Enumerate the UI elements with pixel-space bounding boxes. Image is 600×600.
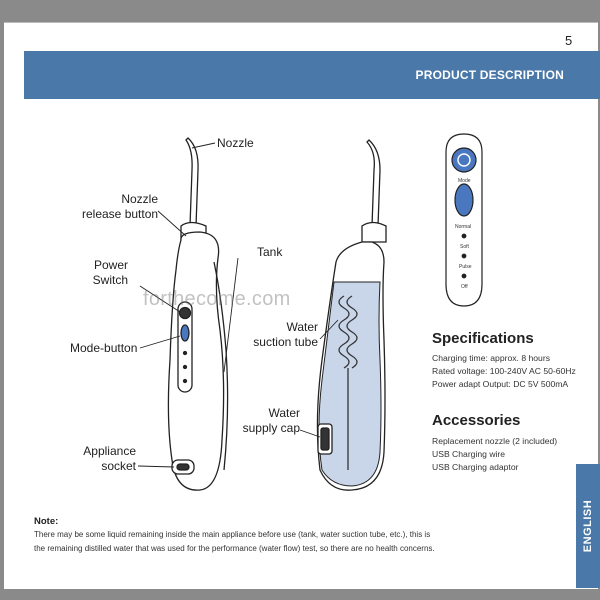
cutaway-view-device (317, 140, 386, 490)
callout-nozzle-release-line2: release button (82, 207, 159, 221)
control-panel-illustration (446, 134, 482, 306)
callout-water-supply-line2: supply cap (242, 421, 300, 435)
note-line: the remaining distilled water that was used for the performance (water flow) test, so there are no health concerns. (34, 544, 435, 553)
panel-label-soft: Soft (460, 244, 469, 250)
accessory-line: USB Charging adaptor (432, 462, 519, 472)
panel-label-normal: Normal (455, 224, 472, 230)
callout-water-supply-line1: Water (268, 406, 300, 420)
spec-line: Rated voltage: 100-240V AC 50-60Hz (432, 366, 576, 376)
specifications-heading: Specifications (432, 330, 534, 347)
callout-appliance-line1: Appliance (83, 444, 136, 458)
callout-nozzle-release (82, 192, 158, 222)
callout-power-switch (80, 258, 128, 288)
panel-label-mode: Mode (458, 178, 471, 184)
panel-label-pulse: Pulse (459, 264, 472, 270)
front-view-device (168, 138, 227, 490)
callout-power-line1: Power (93, 258, 128, 272)
callout-water-supply-cap (240, 406, 300, 436)
accessory-line: USB Charging wire (432, 449, 506, 459)
language-tab-label: ENGLISH (582, 499, 594, 553)
note-title: Note: (34, 516, 59, 527)
spec-line: Power adapt Output: DC 5V 500mA (432, 379, 569, 389)
callout-nozzle-release-line1: Nozzle (121, 192, 158, 206)
callout-power-line2: Switch (92, 273, 128, 287)
callout-water-suction-line2: suction tube (253, 335, 318, 349)
watermark: forthecome.com (143, 288, 291, 310)
page-number: 5 (565, 33, 573, 48)
callout-appliance-line2: socket (101, 459, 136, 473)
callout-appliance-socket (82, 444, 136, 474)
callout-tank: Tank (257, 245, 283, 259)
callout-water-suction-tube (250, 320, 318, 350)
accessory-line: Replacement nozzle (2 included) (432, 436, 558, 446)
callout-water-suction-line1: Water (286, 320, 318, 334)
callout-nozzle: Nozzle (217, 136, 254, 150)
section-title: PRODUCT DESCRIPTION (415, 68, 564, 82)
callout-mode-button: Mode-button (70, 341, 138, 355)
panel-label-off: Off (461, 284, 468, 290)
spec-line: Charging time: approx. 8 hours (432, 353, 550, 363)
accessories-heading: Accessories (432, 412, 521, 429)
note-line: There may be some liquid remaining inside the main appliance before use (tank, water suction tube, etc.), this is (34, 530, 431, 539)
